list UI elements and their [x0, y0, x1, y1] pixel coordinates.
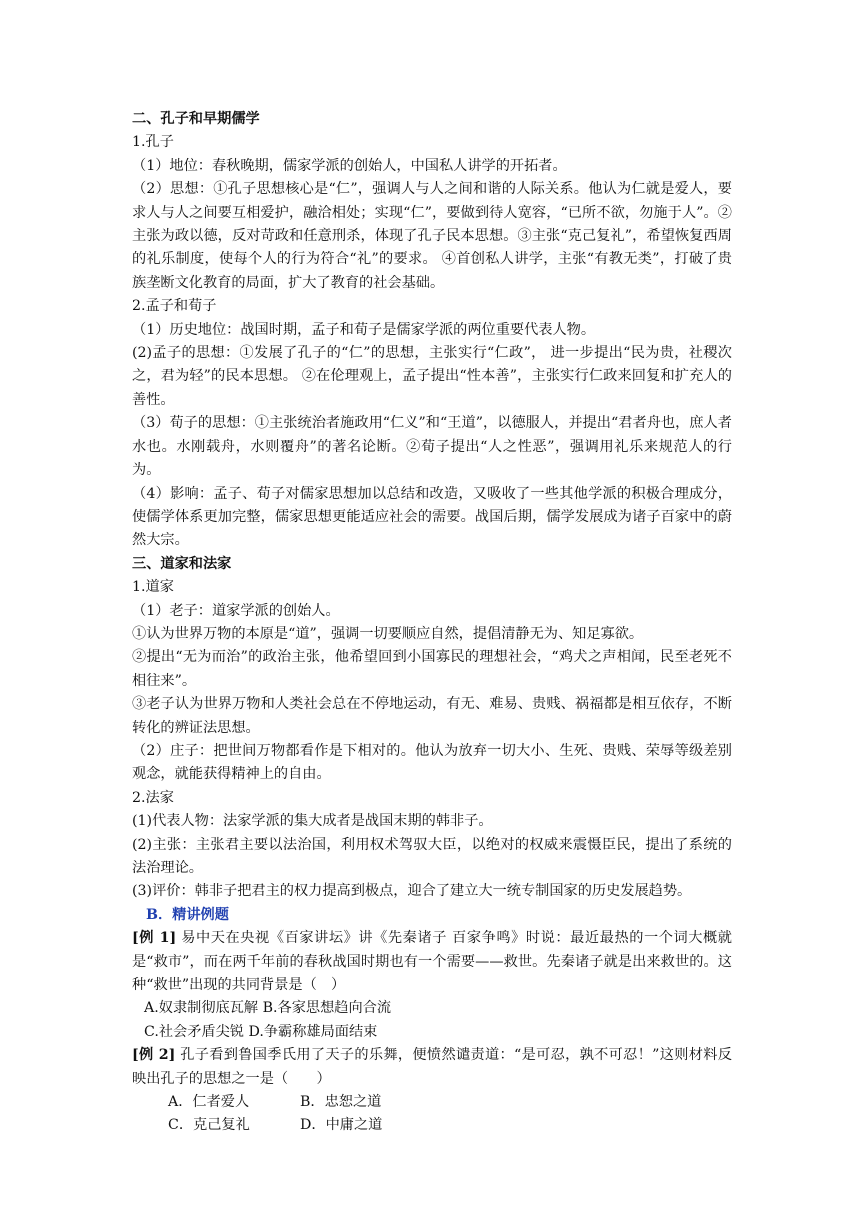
paragraph-fajia-representative: (1)代表人物：法家学派的集大成者是战国末期的韩非子。	[132, 813, 493, 830]
document-body	[132, 108, 732, 1138]
example-2-option-a: A．仁者爱人	[168, 1094, 250, 1111]
subheading-fajia: 2.法家	[132, 789, 174, 806]
example-2-label: [例 2]	[132, 1047, 176, 1064]
paragraph-mengzi-thought: (2)孟子的思想：①发展了孔子的“仁”的思想，主张实行“仁政”， 进一步提出“民为贵，社稷次之，君为轻”的民本思想。 ②在伦理观上，孟子提出“性本善”，主张实行仁政来回复和扩充人的善性。	[132, 345, 732, 408]
example-1-question	[132, 927, 732, 997]
paragraph-laozi: （1）老子：道家学派的创始人。	[132, 602, 340, 619]
example-1-options-line2: C.社会矛盾尖锐 D.争霸称雄局面结束	[144, 1023, 378, 1040]
paragraph-laozi-point1: ①认为世界万物的本原是“道”，强调一切要顺应自然，提倡清静无为、知足寡欲。	[132, 625, 644, 642]
paragraph-fajia-evaluation: (3)评价：韩非子把君主的权力提高到极点，迎合了建立大一统专制国家的历史发展趋势。	[132, 883, 692, 900]
paragraph-laozi-point3: ③老子认为世界万物和人类社会总在不停地运动，有无、难易、贵贱、祸福都是相互依存，不断转化的辨证法思想。	[132, 696, 732, 736]
example-2-option-c: C．克己复礼	[168, 1117, 250, 1134]
section-heading-daoism-legalism: 三、道家和法家	[132, 555, 232, 572]
example-2-option-b: B．忠恕之道	[300, 1094, 382, 1111]
example-2-text: 孔子看到鲁国季氏用了天子的乐舞，便愤然谴责道：“是可忍，孰不可忍！”这则材料反映出孔子的思想之一是（ ）	[132, 1047, 732, 1087]
subheading-mengzi-xunzi: 2.孟子和荀子	[132, 298, 217, 315]
paragraph-influence: （4）影响：孟子、荀子对儒家思想加以总结和改造，又吸收了一些其他学派的积极合理成分，使儒学体系更加完整，儒家思想更能适应社会的需要。战国后期，儒学发展成为诸子百家中的蔚然大宗。	[132, 485, 732, 549]
paragraph-laozi-point2: ②提出“无为而治”的政治主张，他希望回到小国寡民的理想社会，“鸡犬之声相闻，民至老死不相往来”。	[132, 649, 732, 689]
example-1-options-line1: A.奴隶制彻底瓦解 B.各家思想趋向合流	[144, 1000, 392, 1017]
example-1-label: [例 1]	[132, 930, 177, 947]
example-2-option-d: D．中庸之道	[300, 1117, 383, 1134]
section-heading-examples: B．精讲例题	[146, 906, 229, 923]
subheading-daojia: 1.道家	[132, 579, 174, 596]
section-heading-confucius: 二、孔子和早期儒学	[132, 111, 260, 127]
paragraph-xunzi-thought: （3）荀子的思想：①主张统治者施政用“仁义”和“王道”，以德服人，并提出“君者舟也，庶人者水也。水刚载舟，水则覆舟”的著名论断。②荀子提出“人之性恶”，强调用礼乐来规范人的行为。	[132, 415, 732, 479]
paragraph-kongzi-thought: （2）思想：①孔子思想核心是“仁”，强调人与人之间和谐的人际关系。他认为仁就是爱人，要求人与人之间要互相爱护，融洽相处；实现“仁”，要做到待人宽容，“已所不欲，勿施于人”。②主张为政以德，反对苛政和任意刑杀，体现了孔子民本思想。③主张“克己复礼”，希望恢复西周的礼乐制度，使每个人的行为符合“礼”的要求。 ④首创私人讲学，主张“有教无类”，打破了贵族垄断文化教育的局面，扩大了教育的社会基础。	[132, 181, 732, 291]
paragraph-kongzi-status: （1）地位：春秋晚期，儒家学派的创始人，中国私人讲学的开拓者。	[132, 157, 567, 174]
example-2-question	[132, 1044, 732, 1091]
subheading-kongzi: 1.孔子	[132, 134, 174, 151]
example-2-options-row1	[132, 1091, 732, 1114]
example-2-options-row2	[132, 1114, 732, 1137]
example-1-text: 易中天在央视《百家讲坛》讲《先秦诸子 百家争鸣》时说：最近最热的一个词大概就是“救市”，而在两千年前的春秋战国时期也有一个需要——救世。先秦诸子就是出来救世的。这种“救世”出现的共同背景是（ ）	[132, 930, 732, 994]
paragraph-fajia-claim: (2)主张：主张君主要以法治国，利用权术驾驭大臣，以绝对的权威来震慑臣民，提出了系统的法治理论。	[132, 836, 732, 876]
paragraph-zhuangzi: （2）庄子：把世间万物都看作是下相对的。他认为放弃一切大小、生死、贵贱、荣辱等级差别观念，就能获得精神上的自由。	[132, 742, 732, 783]
paragraph-history-status: （1）历史地位：战国时期，孟子和荀子是儒家学派的两位重要代表人物。	[132, 321, 596, 338]
